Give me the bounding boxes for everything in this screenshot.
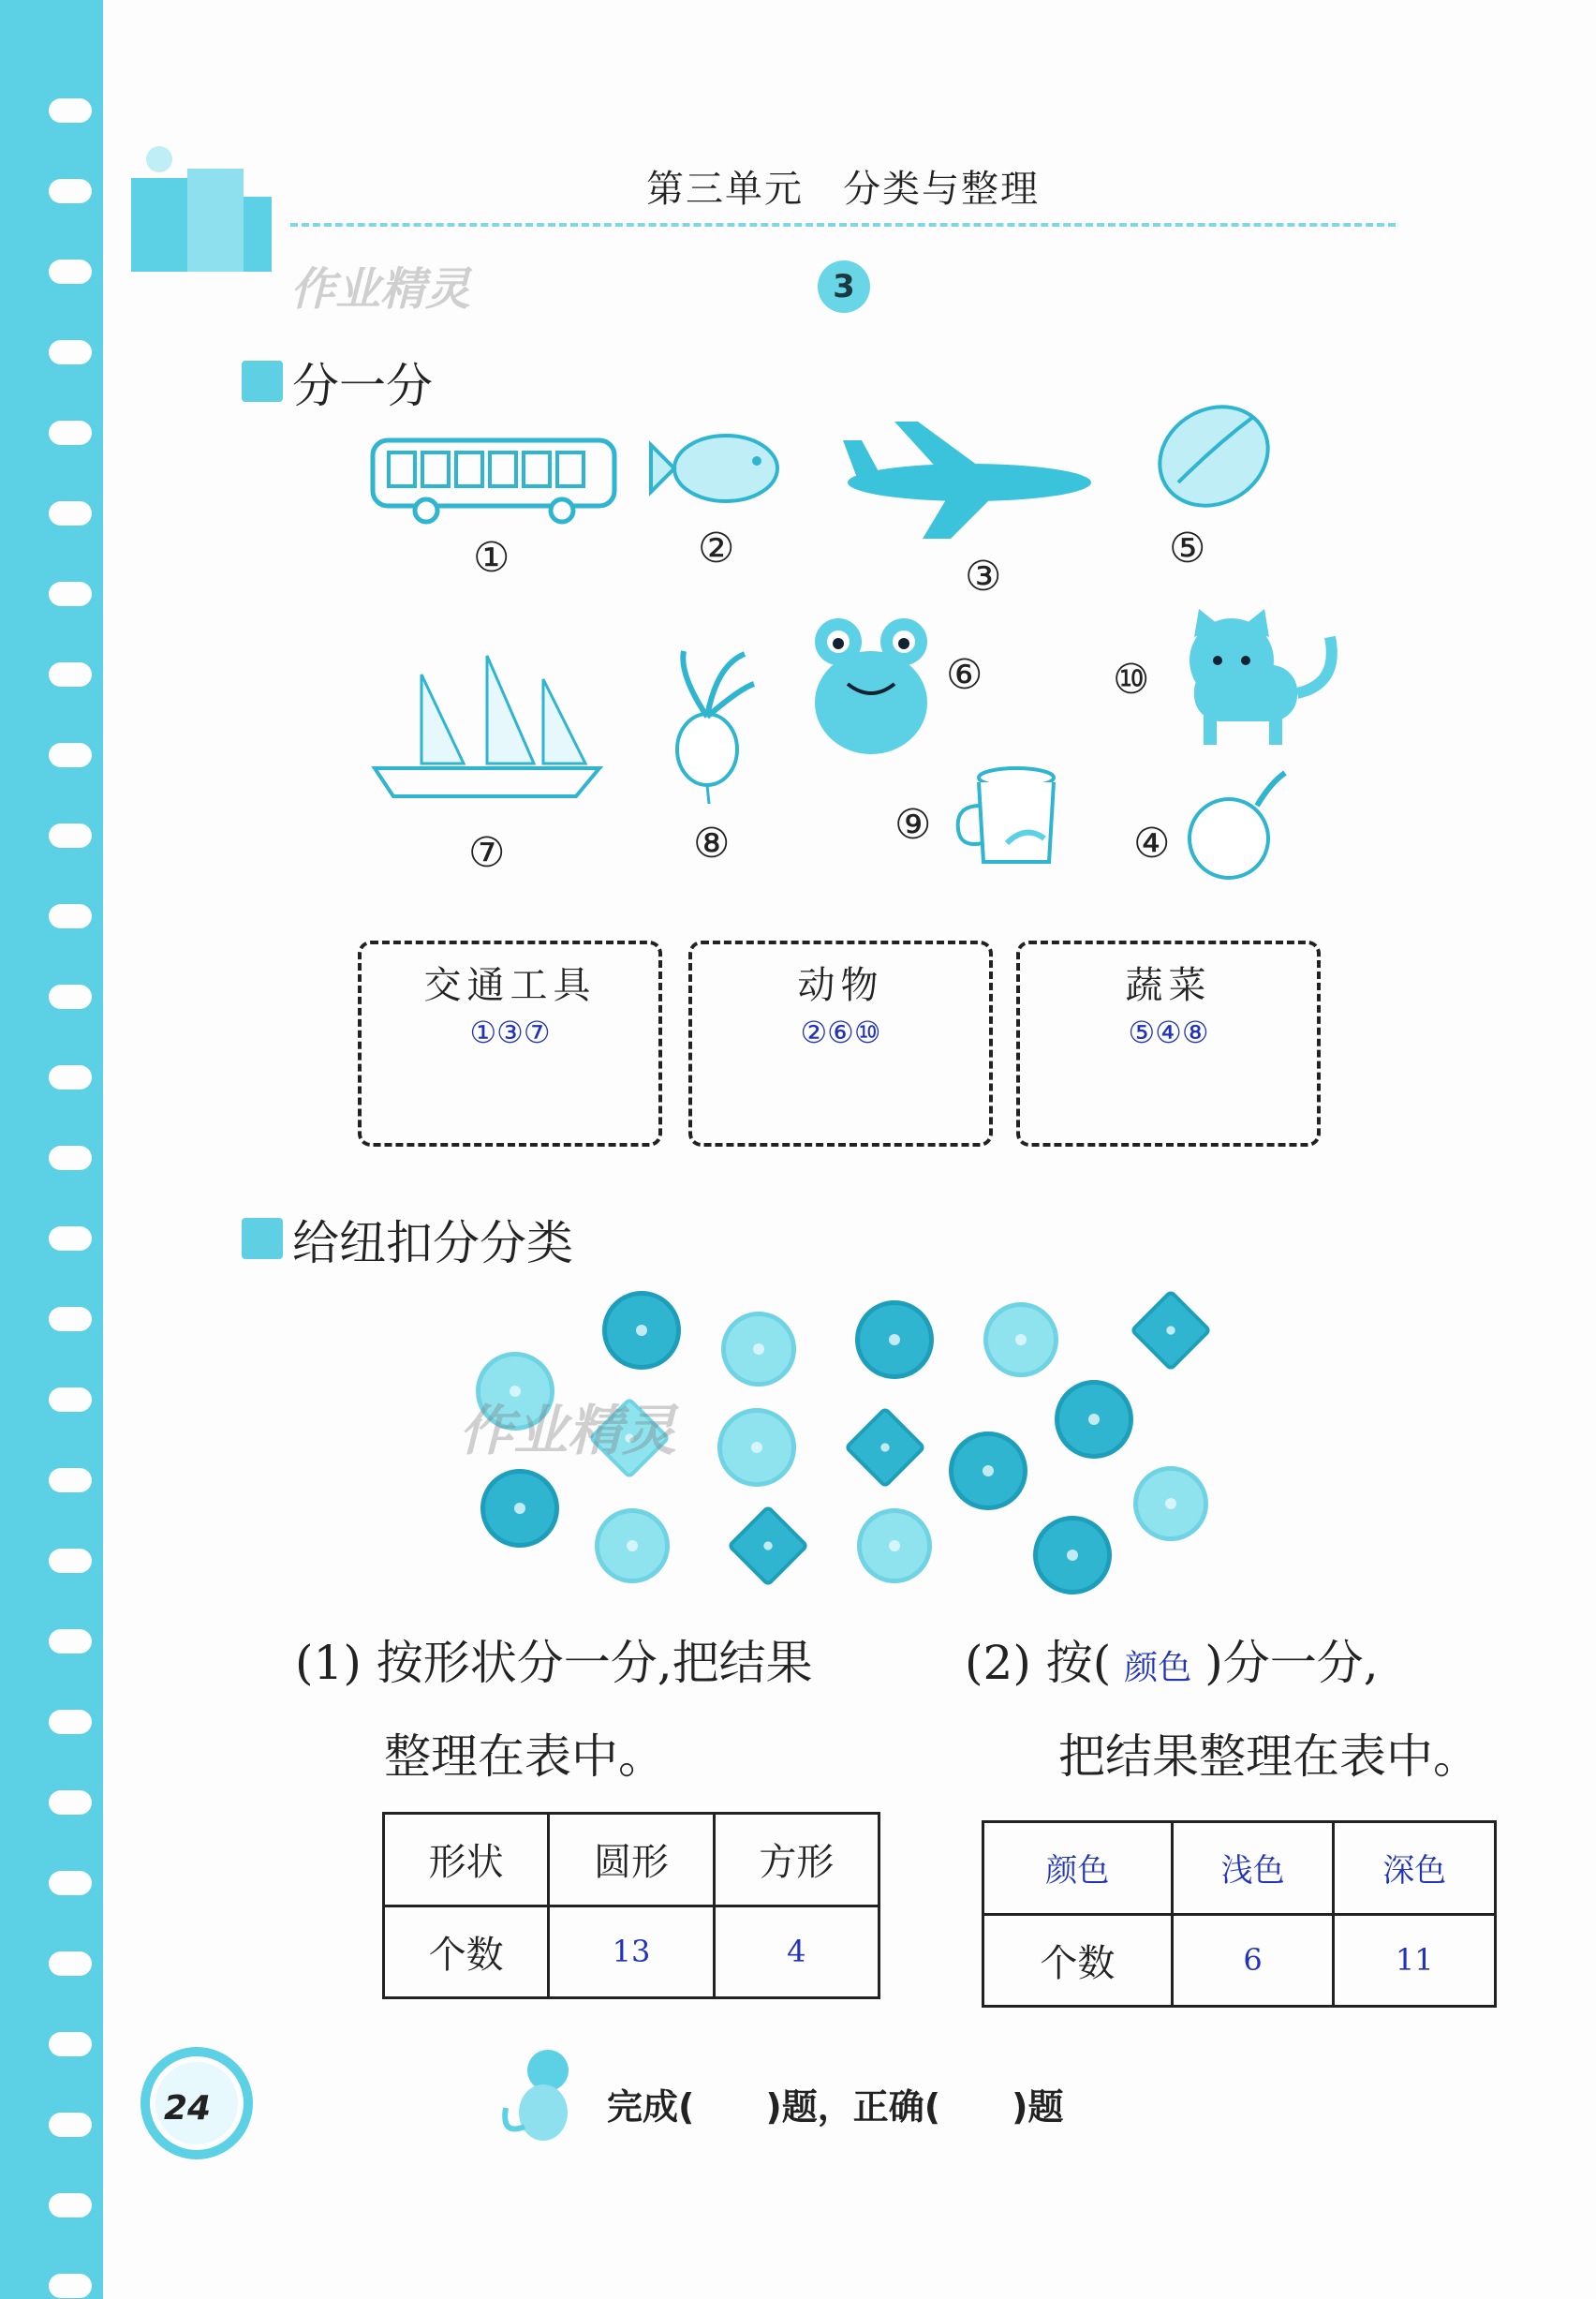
question-2-prefix: (2) 按( bbox=[965, 1636, 1112, 1690]
cat-mascot-icon bbox=[496, 2042, 590, 2145]
color-table bbox=[982, 1820, 1497, 2008]
binder-ring bbox=[49, 1951, 92, 1976]
binder-ring bbox=[49, 260, 92, 284]
label-9: ⑨ bbox=[894, 801, 932, 849]
binder-ring bbox=[49, 1146, 92, 1170]
label-10: ⑩ bbox=[1113, 656, 1150, 704]
binder-ring bbox=[49, 340, 92, 364]
square-button-icon bbox=[1130, 1289, 1212, 1372]
round-button-icon bbox=[949, 1431, 1027, 1510]
binder-ring bbox=[49, 985, 92, 1009]
round-button-icon bbox=[595, 1508, 670, 1583]
unit-title: 第三单元 分类与整理 bbox=[646, 168, 1040, 211]
binder-ring bbox=[49, 1307, 92, 1331]
binder-ring bbox=[49, 743, 92, 767]
table-row-label: 个数 bbox=[983, 1914, 1173, 2007]
binder-ring bbox=[49, 823, 92, 848]
section-icon bbox=[242, 1218, 283, 1259]
square-button-icon bbox=[844, 1406, 926, 1489]
binder-ring bbox=[49, 2274, 92, 2298]
fish-icon bbox=[646, 422, 787, 515]
category-answer: ①③⑦ bbox=[469, 1015, 551, 1050]
binder-ring bbox=[49, 2193, 92, 2217]
category-title: 交通工具 bbox=[423, 964, 597, 1007]
round-button-icon bbox=[1055, 1380, 1133, 1459]
eggplant-icon bbox=[1182, 764, 1290, 885]
square-button-icon bbox=[727, 1505, 809, 1587]
question-2-line-2: 把结果整理在表中。 bbox=[1058, 1729, 1480, 1784]
binder-ring bbox=[49, 1226, 92, 1251]
round-button-icon bbox=[1133, 1466, 1208, 1541]
binder-ring bbox=[49, 1790, 92, 1815]
label-5: ⑤ bbox=[1169, 525, 1206, 572]
table-answer-cell: 13 bbox=[549, 1906, 714, 1998]
round-button-icon bbox=[602, 1291, 681, 1370]
category-box-animals bbox=[688, 941, 993, 1147]
table-header-cell: 圆形 bbox=[549, 1814, 714, 1906]
binder-ring bbox=[49, 904, 92, 928]
round-button-icon bbox=[857, 1508, 932, 1583]
binder-ring bbox=[49, 1065, 92, 1090]
binder-ring bbox=[49, 421, 92, 445]
section2-title: 给纽扣分分类 bbox=[292, 1216, 573, 1270]
round-button-icon bbox=[983, 1302, 1058, 1377]
binder-ring bbox=[49, 662, 92, 687]
binder-ring bbox=[49, 98, 92, 123]
watermark-top: 作业精灵 bbox=[290, 263, 471, 316]
label-8: ⑧ bbox=[693, 820, 731, 868]
label-7: ⑦ bbox=[468, 829, 506, 877]
question-2-line-1 bbox=[965, 1625, 1379, 1693]
binder-ring bbox=[49, 2032, 92, 2056]
category-title: 蔬菜 bbox=[1125, 964, 1212, 1007]
category-title: 动物 bbox=[797, 964, 884, 1007]
round-button-icon bbox=[855, 1300, 934, 1379]
exercise-number-badge: 3 bbox=[818, 260, 870, 313]
category-answer: ⑤④⑧ bbox=[1128, 1015, 1209, 1050]
cabbage-icon bbox=[1150, 398, 1277, 515]
table-answer-cell: 4 bbox=[714, 1906, 879, 1998]
cat-icon bbox=[1175, 609, 1349, 749]
binder-ring bbox=[49, 2113, 92, 2137]
label-3: ③ bbox=[965, 553, 1002, 601]
shape-table bbox=[382, 1812, 880, 1999]
table-header-cell: 浅色 bbox=[1172, 1822, 1334, 1915]
frog-icon bbox=[805, 614, 937, 759]
sailing-ship-icon bbox=[365, 646, 618, 806]
watermark-middle: 作业精灵 bbox=[459, 1399, 677, 1462]
table-header-cell: 颜色 bbox=[983, 1822, 1173, 1915]
binder-ring bbox=[49, 1710, 92, 1734]
category-box-transport bbox=[358, 941, 662, 1147]
table-row-label: 个数 bbox=[384, 1906, 549, 1998]
round-button-icon bbox=[717, 1408, 796, 1487]
section1-title: 分一分 bbox=[292, 359, 433, 413]
label-2: ② bbox=[698, 525, 735, 572]
category-box-vegetables bbox=[1016, 941, 1321, 1147]
header-divider bbox=[290, 223, 1396, 227]
binder-ring bbox=[49, 179, 92, 203]
round-button-icon bbox=[480, 1469, 559, 1548]
cup-icon bbox=[951, 764, 1068, 871]
binder-ring bbox=[49, 1387, 92, 1412]
question-2-suffix: )分一分, bbox=[1204, 1636, 1379, 1690]
label-4: ④ bbox=[1133, 820, 1171, 868]
page-number: 24 bbox=[164, 2089, 212, 2128]
question-1-line-2: 整理在表中。 bbox=[384, 1729, 665, 1784]
table-header-cell: 方形 bbox=[714, 1814, 879, 1906]
category-answer: ②⑥⑩ bbox=[800, 1015, 881, 1050]
question-2-answer: 颜色 bbox=[1124, 1649, 1192, 1687]
round-button-icon bbox=[721, 1312, 796, 1387]
binder-ring bbox=[49, 582, 92, 606]
completion-tally: 完成( )题，正确( )题 bbox=[607, 2086, 1064, 2128]
airplane-icon bbox=[838, 417, 1101, 543]
section-icon bbox=[242, 361, 283, 402]
binder-ring bbox=[49, 1549, 92, 1573]
label-6: ⑥ bbox=[946, 651, 983, 699]
radish-icon bbox=[660, 646, 763, 806]
round-button-icon bbox=[1033, 1516, 1112, 1594]
label-1: ① bbox=[473, 534, 510, 582]
books-illustration-icon bbox=[122, 141, 281, 281]
question-1-line-1: (1) 按形状分一分,把结果 bbox=[295, 1636, 813, 1690]
binder-ring bbox=[49, 1629, 92, 1654]
table-header-cell: 深色 bbox=[1334, 1822, 1496, 1915]
binder-ring bbox=[49, 1468, 92, 1492]
table-answer-cell: 6 bbox=[1172, 1914, 1334, 2007]
table-header-cell: 形状 bbox=[384, 1814, 549, 1906]
bus-icon bbox=[370, 436, 618, 525]
binder-ring bbox=[49, 501, 92, 526]
binder-ring bbox=[49, 1871, 92, 1895]
table-answer-cell: 11 bbox=[1334, 1914, 1496, 2007]
